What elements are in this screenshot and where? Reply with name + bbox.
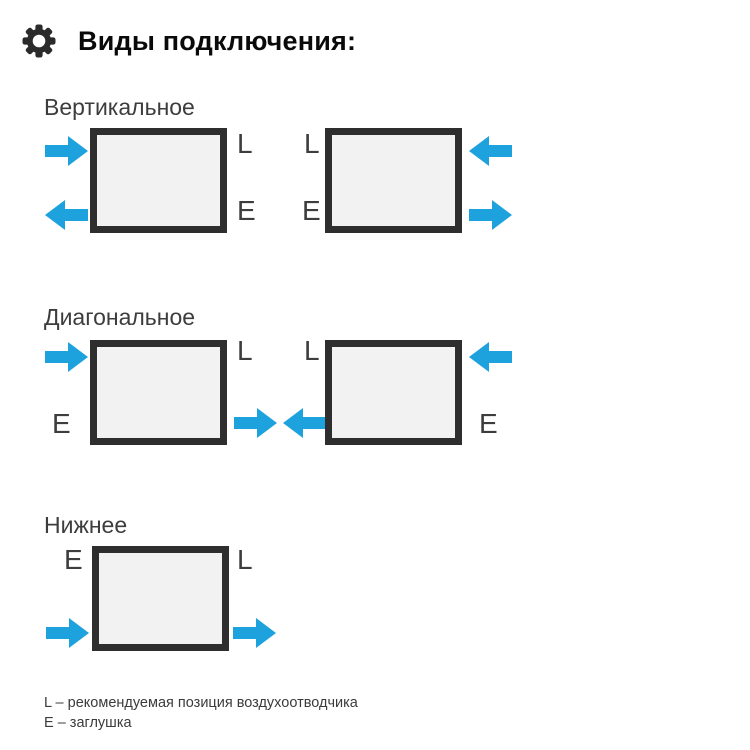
legend: [44, 694, 358, 733]
port-label-E: E: [302, 195, 321, 226]
radiator-body: [325, 340, 462, 445]
gear-icon: [22, 24, 56, 58]
port-label-E: E: [52, 408, 71, 439]
inlet-arrow-icon: [469, 342, 512, 372]
section-title: Диагональное: [44, 304, 196, 330]
inlet-arrow-icon: [45, 342, 88, 372]
port-label-L: L: [237, 128, 253, 159]
inlet-arrow-icon: [45, 136, 88, 166]
outlet-arrow-icon: [233, 618, 276, 648]
port-label-E: E: [64, 544, 83, 575]
port-label-L: L: [304, 335, 320, 366]
port-label-L: L: [237, 335, 253, 366]
outlet-arrow-icon: [283, 408, 326, 438]
port-label-L: L: [304, 128, 320, 159]
section-title: Нижнее: [44, 512, 128, 538]
port-label-L: L: [237, 544, 253, 575]
figure-title: Виды подключения:: [78, 26, 357, 56]
inlet-arrow-icon: [469, 136, 512, 166]
section-title: Вертикальное: [44, 94, 195, 120]
radiator-body: [90, 340, 227, 445]
radiator-body: [92, 546, 229, 651]
radiator-body: [90, 128, 227, 233]
outlet-arrow-icon: [469, 200, 512, 230]
legend-line-plug: E – заглушка: [44, 714, 132, 731]
outlet-arrow-icon: [234, 408, 277, 438]
port-label-E: E: [479, 408, 498, 439]
inlet-arrow-icon: [46, 618, 89, 648]
legend-line-air-vent: L – рекомендуемая позиция воздухоотводчика: [44, 695, 358, 711]
outlet-arrow-icon: [45, 200, 88, 230]
port-label-E: E: [237, 195, 256, 226]
radiator-body: [325, 128, 462, 233]
